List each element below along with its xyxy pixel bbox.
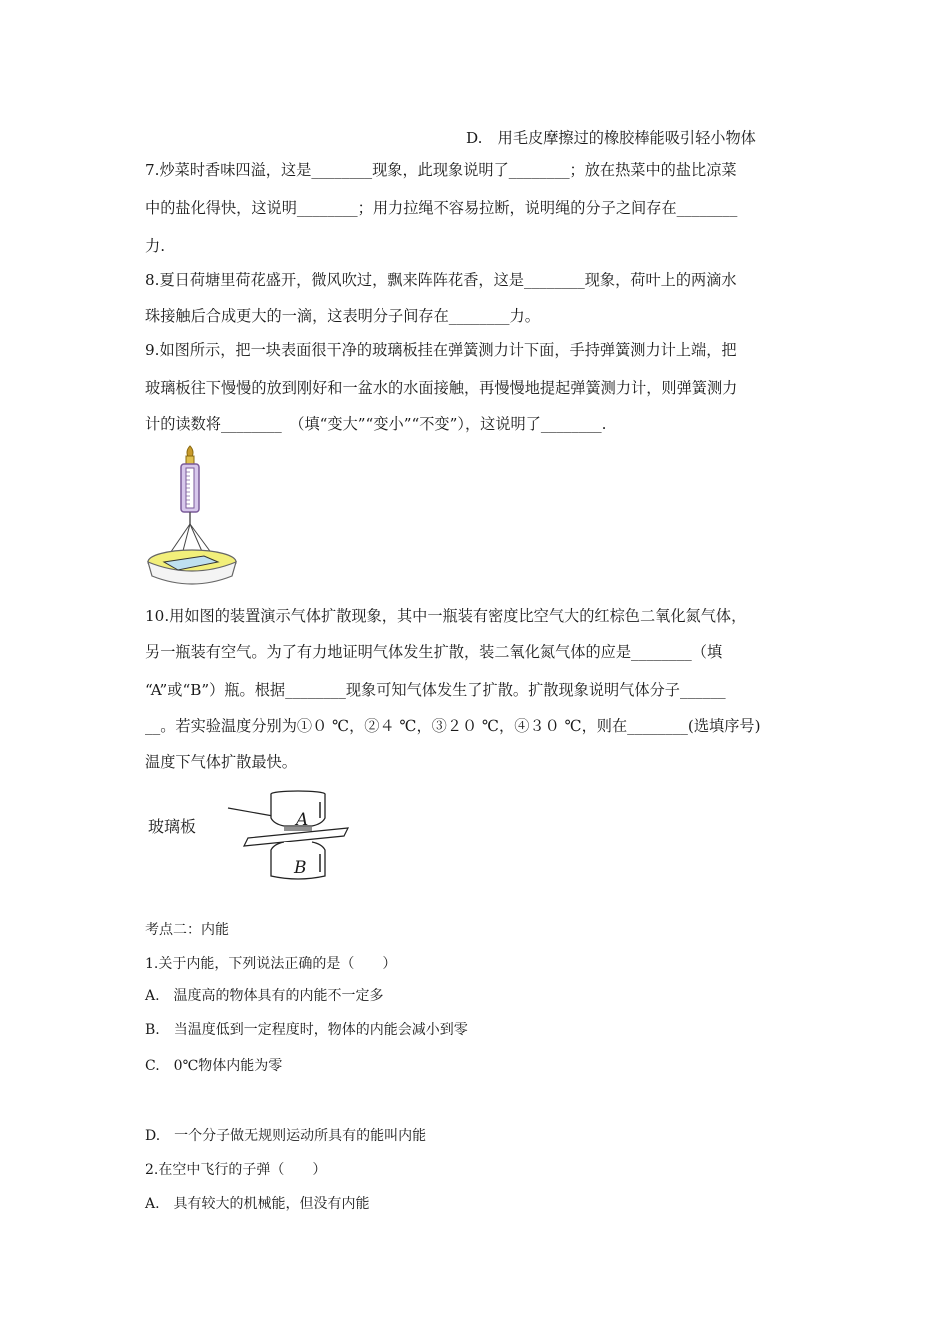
s2-q2-option-a: A. 具有较大的机械能，但没有内能 xyxy=(145,1196,370,1212)
s2-q1-option-b: B. 当温度低到一定程度时，物体的内能会减小到零 xyxy=(145,1022,468,1038)
q10-line-1: 10.用如图的装置演示气体扩散现象，其中一瓶装有密度比空气大的红棕色二氧化氮气体， xyxy=(145,607,747,625)
q10-line-5: 温度下气体扩散最快。 xyxy=(145,753,297,771)
s2-q1-option-c: C. 0℃物体内能为零 xyxy=(145,1058,283,1074)
s2-q1-stem: 1.关于内能，下列说法正确的是（ ） xyxy=(145,956,397,972)
q7-line-1: 7.炒菜时香味四溢，这是________现象，此现象说明了________；放在热菜中的盐比凉菜 xyxy=(145,161,737,179)
q7-line-3: 力. xyxy=(145,237,166,255)
q10-line-3: “A”或“B”）瓶。根据________现象可知气体发生了扩散。扩散现象说明气体分子______ xyxy=(145,681,726,699)
jar-a-label: A xyxy=(296,810,309,830)
s2-q2-stem: 2.在空中飞行的子弹（ ） xyxy=(145,1162,327,1178)
q8-line-1: 8.夏日荷塘里荷花盛开，微风吹过，飘来阵阵花香，这是________现象，荷叶上的两滴水 xyxy=(145,271,737,289)
jar-b-label: B xyxy=(294,858,307,878)
glass-plate-label: 玻璃板 xyxy=(148,817,197,836)
diffusion-figure xyxy=(148,810,378,890)
q9-line-2: 玻璃板往下慢慢的放到刚好和一盆水的水面接触，再慢慢地提起弹簧测力计，则弹簧测力 xyxy=(145,379,738,397)
ring xyxy=(186,456,194,464)
label-leader-line xyxy=(228,808,273,816)
q10-line-4: __。若实验温度分别为①０ ℃，②４ ℃，③２０ ℃，④３０ ℃，则在________(选填序号) xyxy=(145,717,761,735)
q9-line-1: 9.如图所示，把一块表面很干净的玻璃板挂在弹簧测力计下面，手持弹簧测力计上端，把 xyxy=(145,341,737,359)
s2-q1-option-d: D. 一个分子做无规则运动所具有的能叫内能 xyxy=(145,1128,427,1144)
q9-line-3: 计的读数将________ （填“变大”“变小”“不变”），这说明了________. xyxy=(145,415,607,433)
q10-line-2: 另一瓶装有空气。为了有力地证明气体发生扩散，装二氧化氮气体的应是________（填 xyxy=(145,643,723,661)
spring-scale-figure xyxy=(146,444,238,586)
q8-line-2: 珠接触后合成更大的一滴，这表明分子间存在________力。 xyxy=(145,307,540,325)
q7-line-2: 中的盐化得快，这说明________；用力拉绳不容易拉断，说明绳的分子之间存在________ xyxy=(145,199,738,217)
s2-q1-option-a: A. 温度高的物体具有的内能不一定多 xyxy=(145,988,384,1004)
jars-drawing xyxy=(148,790,378,890)
q6-option-d: D. 用毛皮摩擦过的橡胶棒能吸引轻小物体 xyxy=(466,129,756,147)
section-title: 考点二：内能 xyxy=(145,922,229,938)
